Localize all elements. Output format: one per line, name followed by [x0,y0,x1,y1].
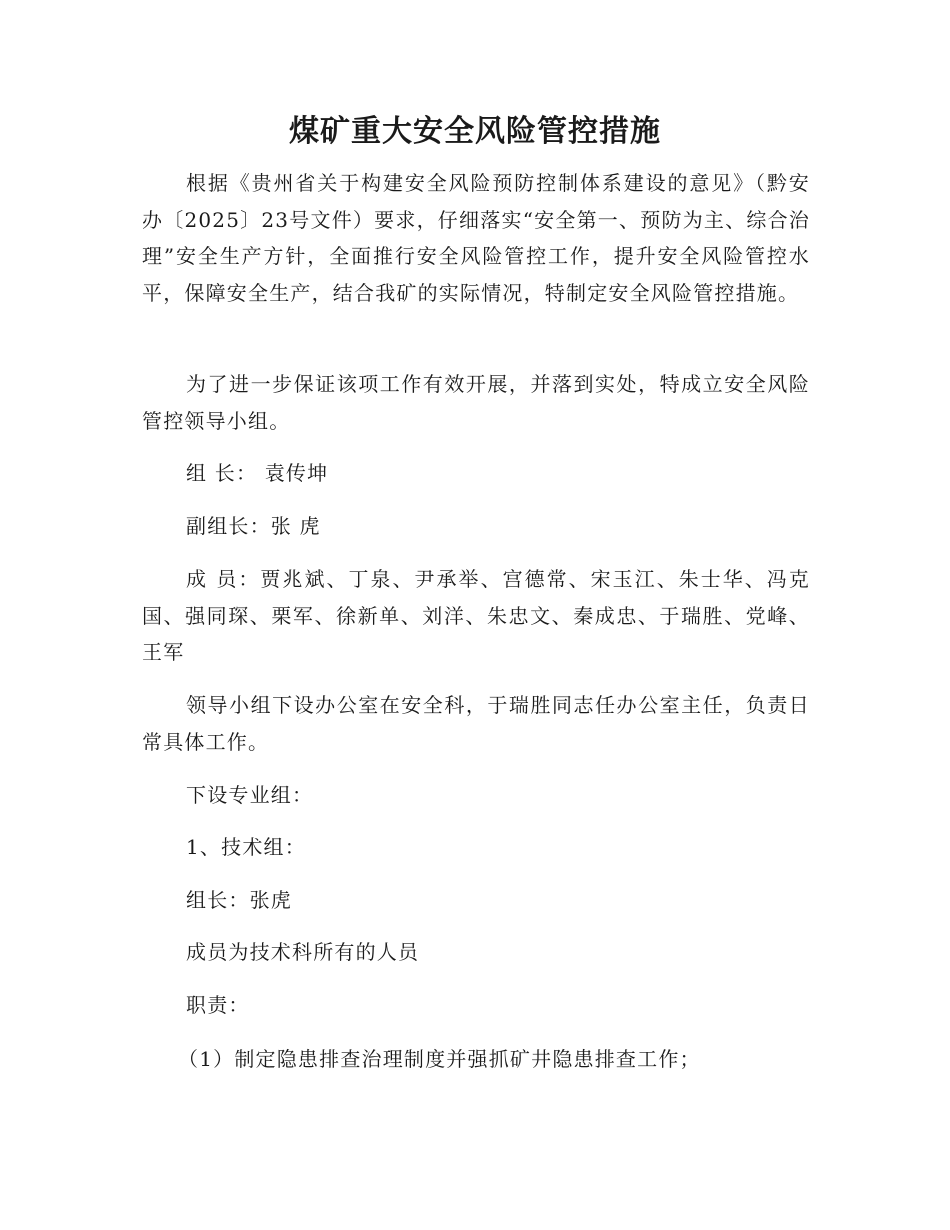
tech-group-line: 1、技术组： [186,835,306,859]
group-leader-line: 组 长： 袁传坤 [186,461,329,485]
office-paragraph: 领导小组下设办公室在安全科，于瑞胜同志任办公室主任，负责日常具体工作。 [142,693,810,754]
duty-item-1: （1）制定隐患排查治理制度并强抓矿井隐患排查工作； [178,1047,701,1071]
subgroups-line: 下设专业组： [186,783,314,807]
document-title: 煤矿重大安全风险管控措施 [289,114,661,149]
intro-paragraph: 根据《贵州省关于构建安全风险预防控制体系建设的意见》（黔安办〔2025〕23号文件）要求，仔细落实“安全第一、预防为主、综合治理”安全生产方针，全面推行安全风险管控工作，提升安全风险管控水平，保障安全生产，结合我矿的实际情况，特制定安全风险管控措施。 [142,171,810,305]
duties-heading: 职责： [186,993,250,1017]
leadership-paragraph: 为了进一步保证该项工作有效开展，并落到实处，特成立安全风险管控领导小组。 [142,372,810,433]
tech-group-leader-line: 组长：张虎 [186,888,292,912]
deputy-leader-line: 副组长：张 虎 [186,514,321,538]
members-paragraph: 成 员：贾兆斌、丁泉、尹承举、宫德常、宋玉江、朱士华、冯克国、强同琛、栗军、徐新单、刘洋、朱忠文、秦成忠、于瑞胜、党峰、王军 [142,567,810,664]
tech-group-members-line: 成员为技术科所有的人员 [186,940,420,964]
